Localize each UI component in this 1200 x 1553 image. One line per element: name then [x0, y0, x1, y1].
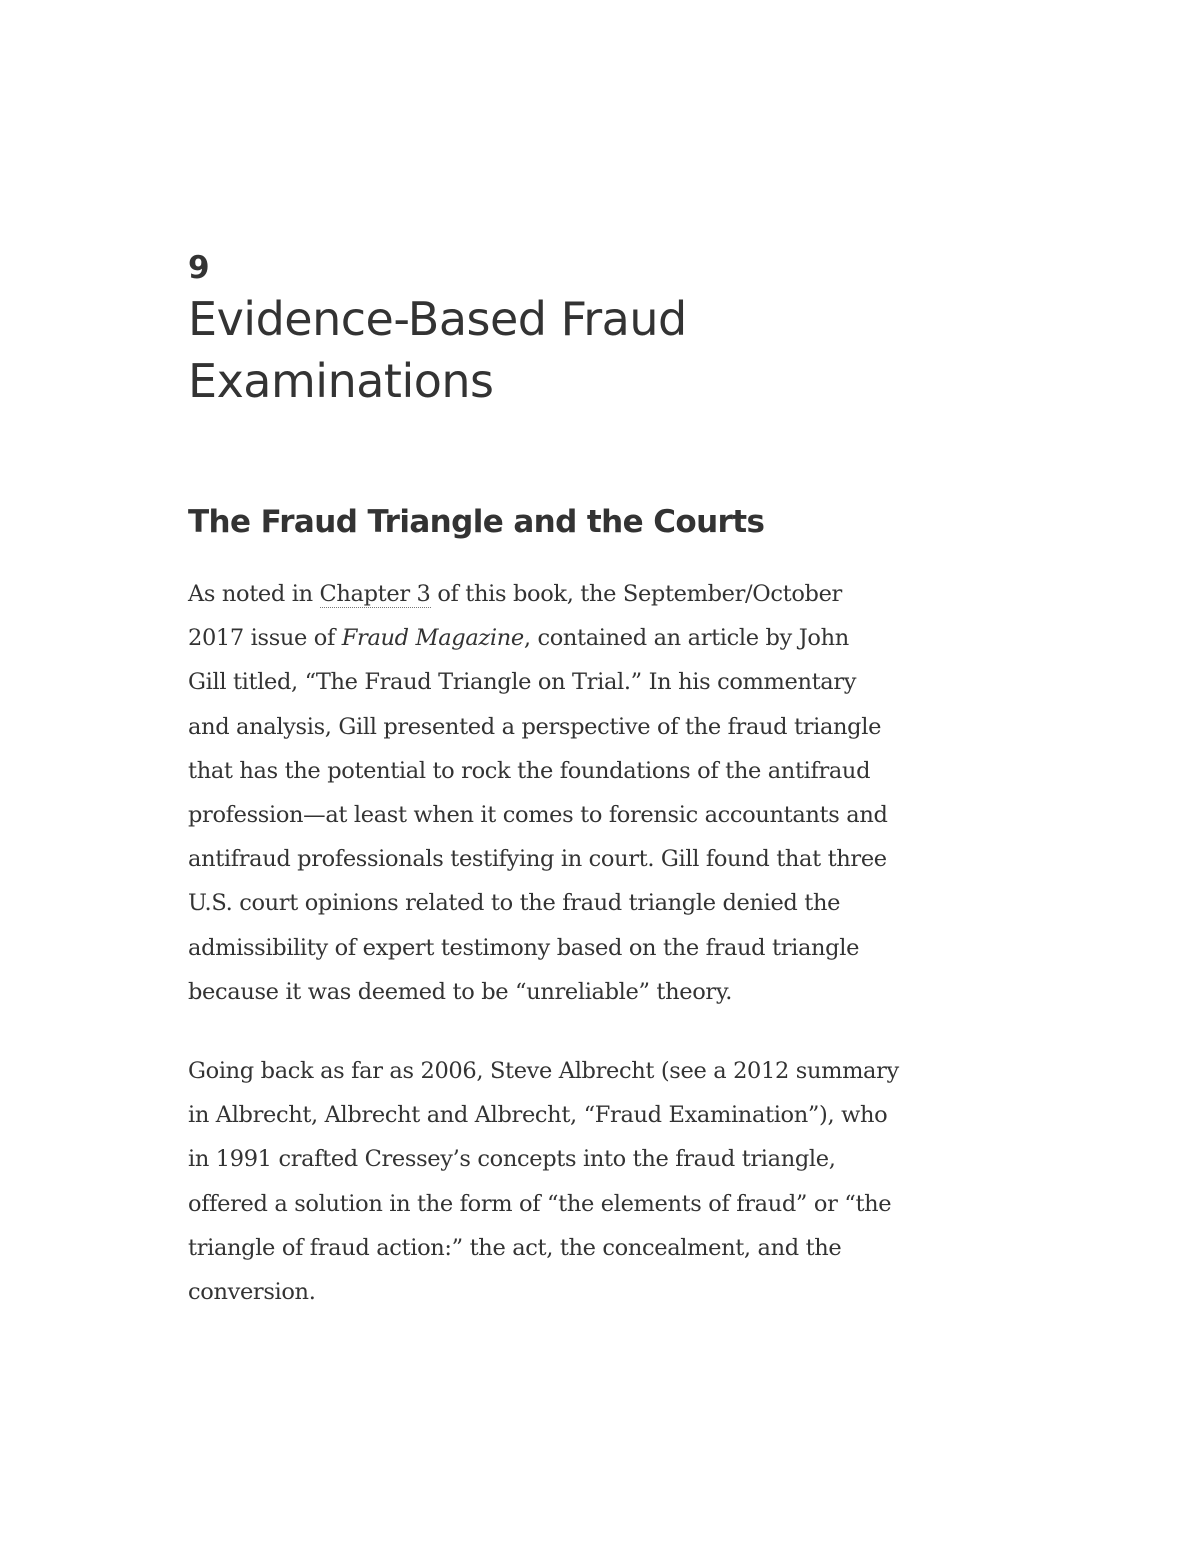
magazine-title: Fraud Magazine [341, 625, 524, 652]
body-paragraph [188, 1049, 1018, 1314]
text-run: of this book, the September/October [430, 581, 842, 607]
paragraph-line: U.S. court opinions related to the fraud triangle denied the [188, 890, 841, 917]
paragraph-line: in Albrecht, Albrecht and Albrecht, “Fraud Examination”), who [188, 1102, 888, 1129]
paragraph-line: admissibility of expert testimony based on the fraud triangle [188, 934, 860, 961]
chapter-title-line: Examinations [188, 354, 494, 408]
body-paragraph [188, 572, 1018, 1014]
chapter-number: 9 [188, 250, 210, 286]
chapter-3-link[interactable]: Chapter 3 [319, 581, 431, 607]
paragraph-line: antifraud professionals testifying in court. Gill found that three [188, 846, 887, 873]
paragraph-line: Gill titled, “The Fraud Triangle on Trial.” In his commentary [188, 669, 857, 696]
text-run: 2017 issue of [188, 625, 342, 652]
paragraph-line [188, 616, 1018, 660]
chapter-title [188, 288, 1018, 412]
paragraph-line: Going back as far as 2006, Steve Albrecht (see a 2012 summary [188, 1058, 899, 1085]
paragraph-line: and analysis, Gill presented a perspective of the fraud triangle [188, 713, 882, 740]
paragraph-line: in 1991 crafted Cressey’s concepts into the fraud triangle, [188, 1146, 836, 1173]
paragraph-line: because it was deemed to be “unreliable” theory. [188, 978, 733, 1005]
chapter-title-line: Evidence-Based Fraud [188, 292, 687, 346]
paragraph-line: offered a solution in the form of “the elements of fraud” or “the [188, 1190, 892, 1217]
paragraph-line: triangle of fraud action:” the act, the concealment, and the [188, 1234, 842, 1261]
paragraph-line: conversion. [188, 1279, 316, 1306]
page-content [188, 248, 1018, 1314]
section-title: The Fraud Triangle and the Courts [188, 504, 765, 540]
text-run: As noted in [188, 581, 320, 607]
text-run: , contained an article by John [523, 625, 849, 652]
paragraph-line: that has the potential to rock the foundations of the antifraud [188, 757, 871, 784]
paragraph-line [188, 572, 1018, 616]
paragraph-line: profession—at least when it comes to forensic accountants and [188, 802, 888, 829]
